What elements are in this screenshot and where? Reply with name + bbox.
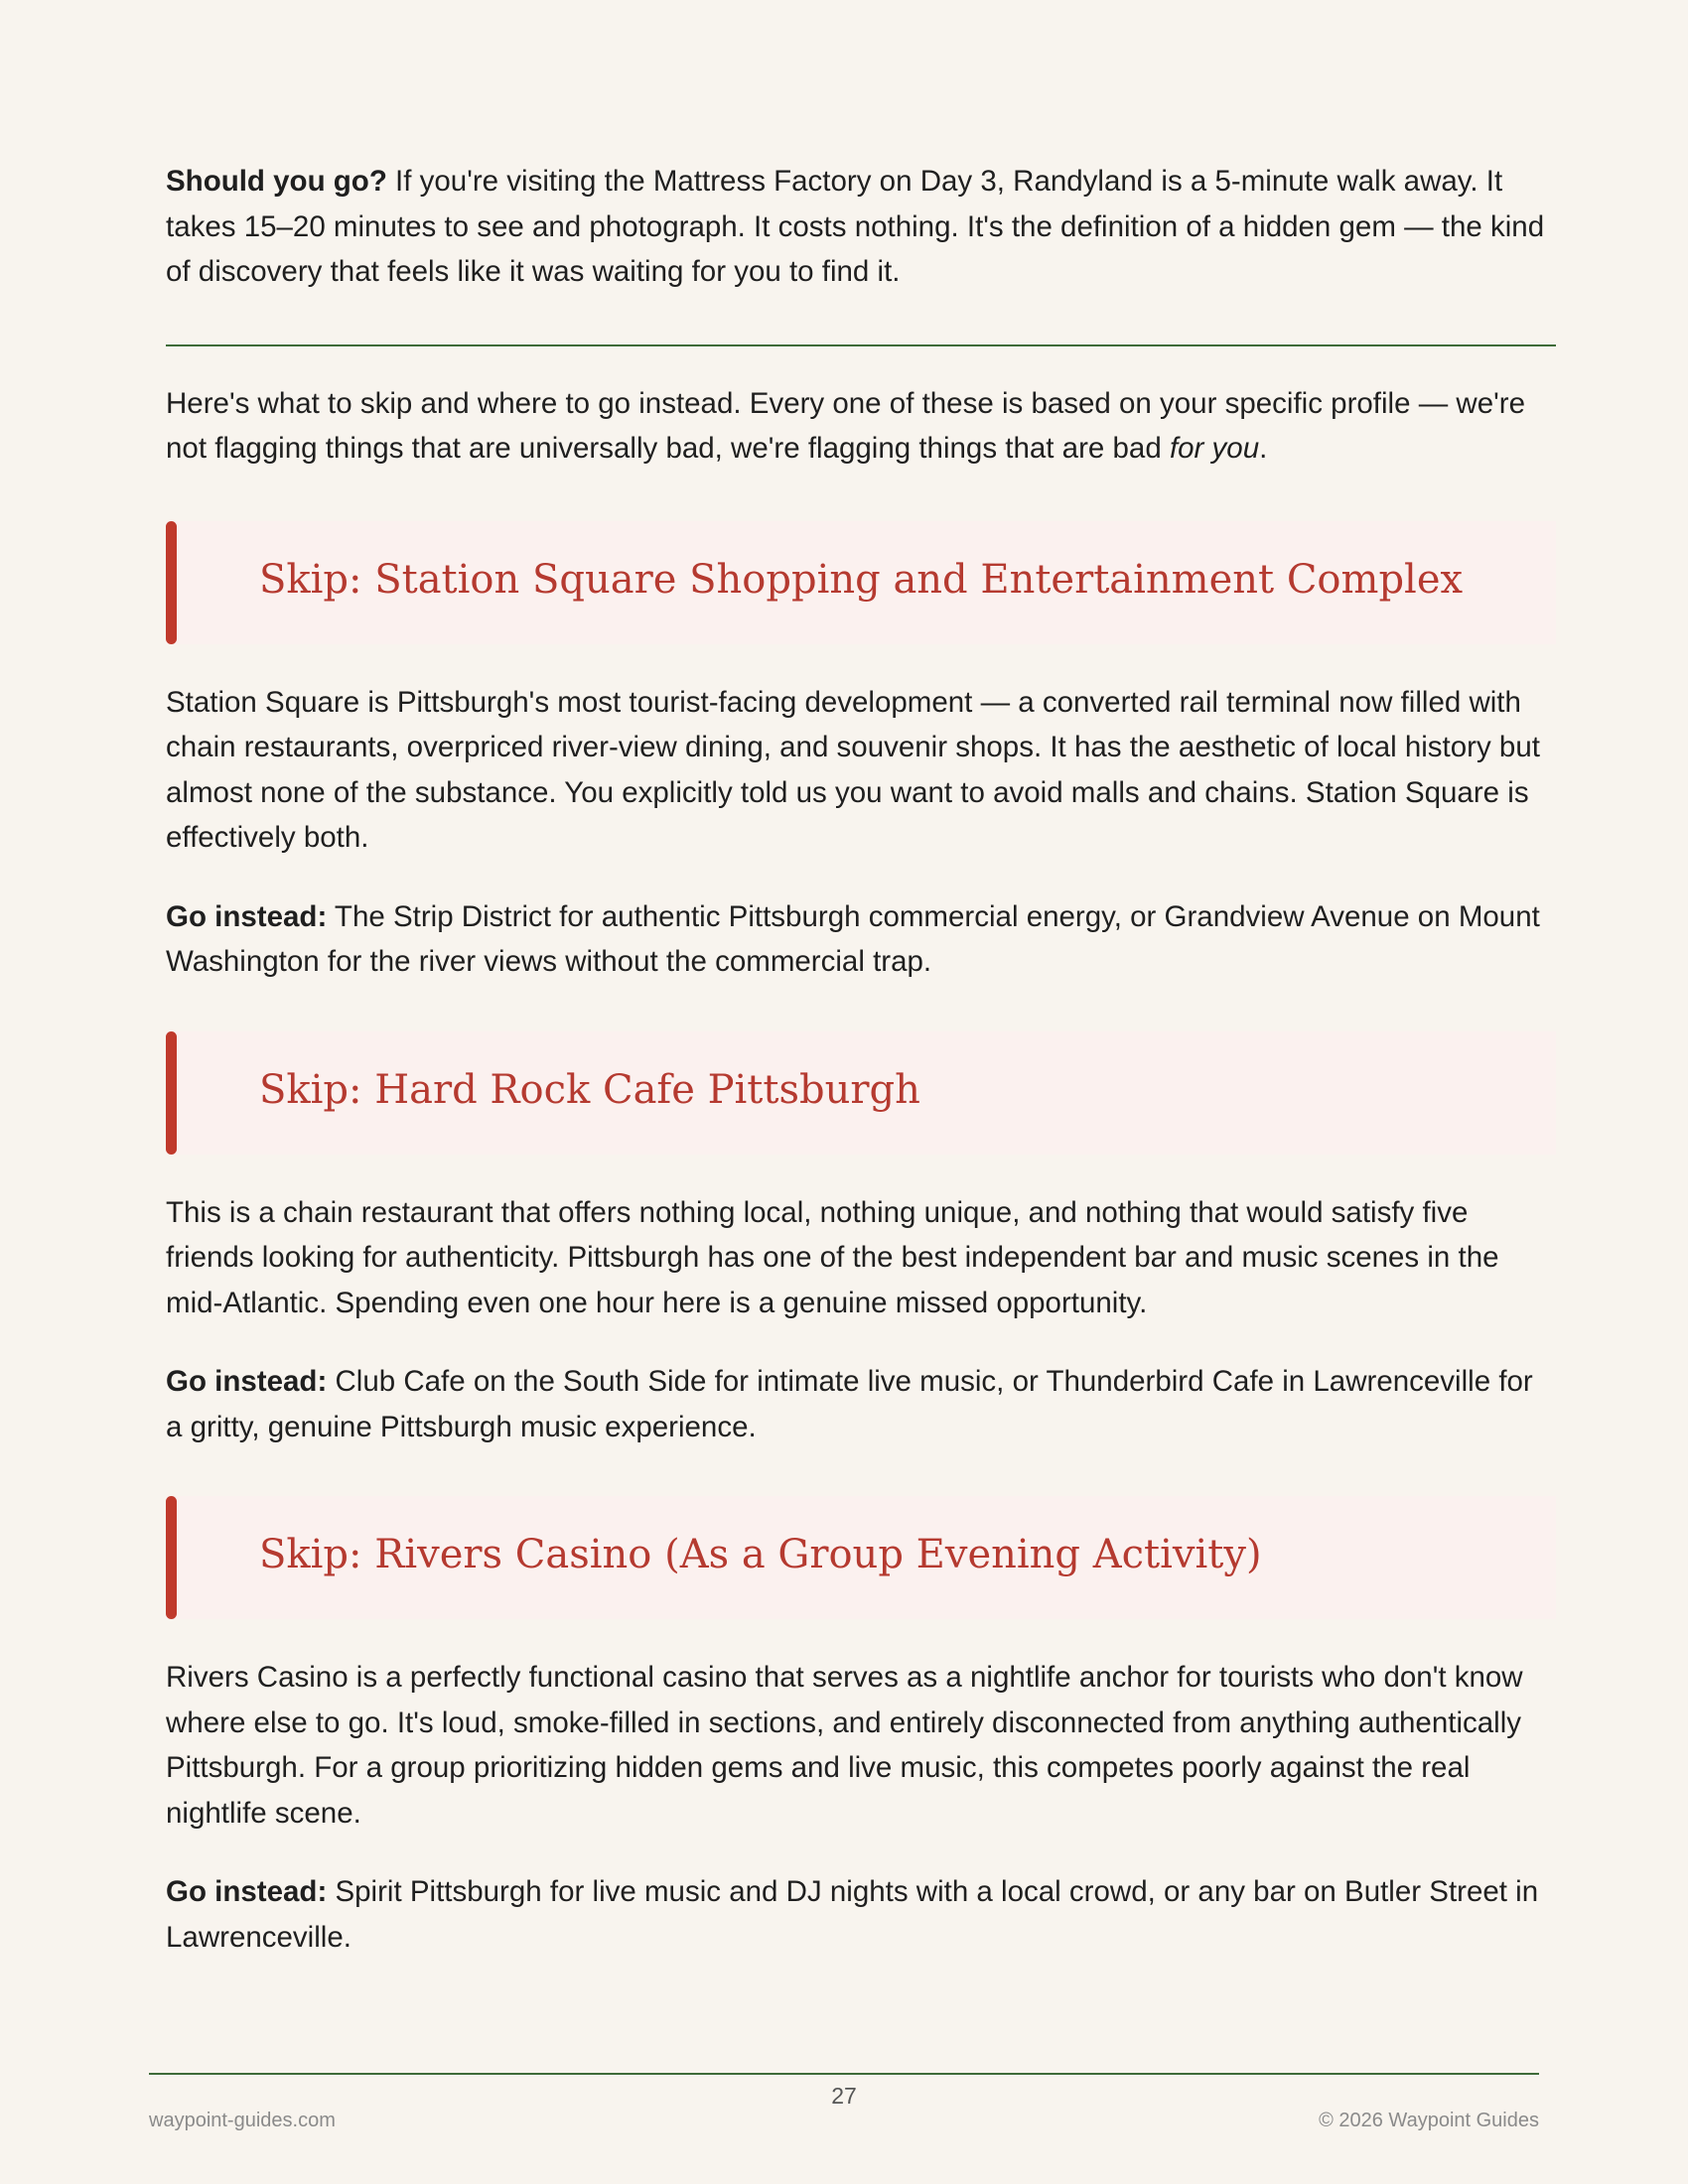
footer-copyright: © 2026 Waypoint Guides	[1319, 2110, 1539, 2131]
skip-body: This is a chain restaurant that offers nothing local, nothing unique, and nothing that would satisfy five friends looking for authenticity. Pittsburgh has one of the best independent bar and music scenes in the mid-Atlantic. Spending even one hour here is a genuine missed opportunity.	[166, 1195, 1499, 1319]
go-instead-text: The Strip District for authentic Pittsburgh commercial energy, or Grandview Avenue on Mount Washington for the river views without the commercial trap.	[166, 899, 1540, 978]
callout-accent-bar	[166, 1496, 177, 1619]
callout-accent-bar	[166, 521, 177, 644]
skip-heading-callout	[166, 1496, 1556, 1619]
go-instead-text: Spirit Pittsburgh for live music and DJ nights with a local crowd, or any bar on Butler Street in Lawrenceville.	[166, 1875, 1539, 1954]
skip-body: Station Square is Pittsburgh's most tourist-facing development — a converted rail terminal now filled with chain restaurants, overpriced river-view dining, and souvenir shops. It has the aesthetic of local history but almost none of the substance. You explicitly told us you want to avoid malls and chains. Station Square is effectively both.	[166, 685, 1540, 854]
page-content	[166, 159, 1556, 2006]
skip-heading-callout	[166, 1031, 1556, 1155]
lead-paragraph	[166, 381, 1556, 472]
skip-heading-callout	[166, 521, 1556, 644]
intro-paragraph	[166, 159, 1556, 295]
lead-end: .	[1259, 432, 1268, 465]
footer-divider	[149, 2073, 1539, 2075]
intro-text: If you're visiting the Mattress Factory on Day 3, Randyland is a 5-minute walk away. It takes 15–20 minutes to see and photograph. It costs nothing. It's the definition of a hidden gem — the kind of discovery that feels like it was waiting for you to find it.	[166, 165, 1545, 288]
page-number: 27	[831, 2083, 857, 2109]
go-instead-label: Go instead:	[166, 1365, 328, 1398]
page-footer	[149, 2073, 1539, 2131]
go-instead-paragraph	[166, 894, 1556, 985]
skip-heading: Skip: Rivers Casino (As a Group Evening Activity)	[259, 1532, 1262, 1577]
intro-label: Should you go?	[166, 165, 387, 198]
callout-accent-bar	[166, 1031, 177, 1155]
go-instead-text: Club Cafe on the South Side for intimate live music, or Thunderbird Cafe in Lawrenceville for a gritty, genuine Pittsburgh music experience.	[166, 1365, 1533, 1443]
section-divider	[166, 344, 1556, 346]
lead-emphasis: for you	[1169, 432, 1260, 465]
go-instead-paragraph	[166, 1869, 1556, 1960]
go-instead-paragraph	[166, 1359, 1556, 1449]
lead-text: Here's what to skip and where to go instead. Every one of these is based on your specific profile — we're not flagging things that are universally bad, we're flagging things that are bad	[166, 386, 1525, 465]
go-instead-label: Go instead:	[166, 899, 328, 933]
footer-site-link[interactable]: waypoint-guides.com	[149, 2110, 336, 2131]
skip-body: Rivers Casino is a perfectly functional casino that serves as a nightlife anchor for tourists who don't know where else to go. It's loud, smoke-filled in sections, and entirely disconnected from anything authentically Pittsburgh. For a group prioritizing hidden gems and live music, this competes poorly against the real nightlife scene.	[166, 1661, 1523, 1830]
skip-heading: Skip: Hard Rock Cafe Pittsburgh	[259, 1066, 920, 1113]
go-instead-label: Go instead:	[166, 1875, 328, 1908]
skip-heading: Skip: Station Square Shopping and Entertainment Complex	[259, 556, 1464, 603]
